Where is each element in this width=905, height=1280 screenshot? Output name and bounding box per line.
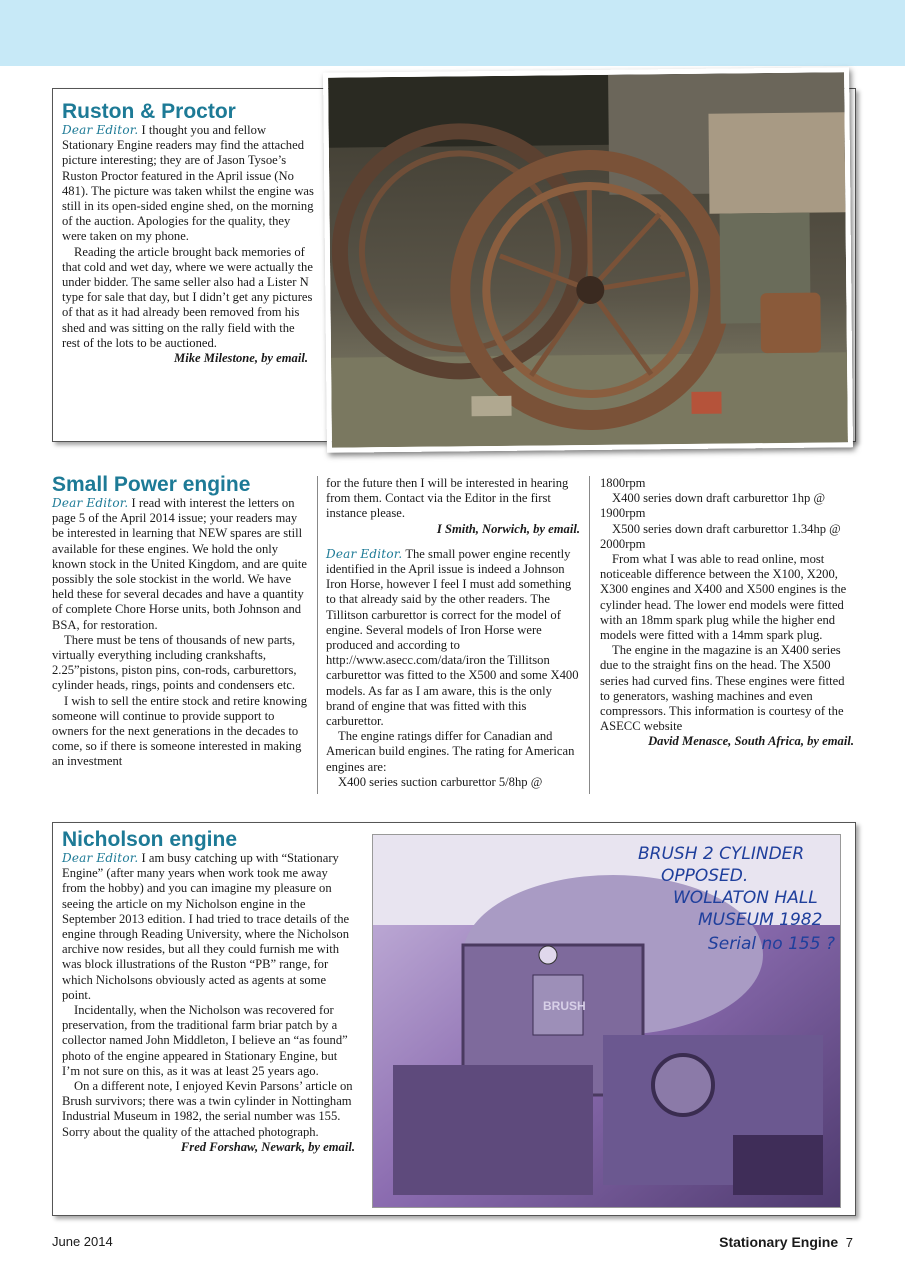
handwriting-line: BRUSH 2 CYLINDER (638, 844, 805, 864)
salutation: Dear Editor. (326, 546, 403, 561)
brush-engine-image (373, 835, 840, 1207)
handwriting-line: MUSEUM 1982 (698, 910, 823, 930)
paragraph: The engine in the magazine is an X400 series due to the straight fins on the head. The X500 series had curved fins. These engines were fitted to generators, washing machines and even compressors. This information is courtesy of the ASECC website (600, 643, 845, 734)
paragraph: I thought you and fellow Stationary Engine readers may find the attached picture interesting; they are of Jason Tysoe’s Ruston Proctor featured in the April issue (No 481). The picture was taken whilst the engine was still in its open-sided engine shed, on the morning of the auction. Apologies for the quality, they were taken on my phone. (62, 123, 314, 244)
letter-body (62, 851, 355, 1140)
letter-body (326, 547, 580, 790)
paragraph: for the future then I will be interested in hearing from them. Contact via the Editor in the first instance please. (326, 476, 569, 521)
signature: David Menasce, South Africa, by email. (648, 734, 854, 749)
salutation: Dear Editor. (62, 123, 139, 137)
signature: Mike Milestone, by email. (174, 351, 308, 366)
letter-heading: Nicholson engine (62, 828, 238, 851)
handwriting-line: OPPOSED. (661, 866, 749, 886)
magazine-name: Stationary Engine (719, 1234, 839, 1250)
brush-nameplate: BRUSH (543, 999, 586, 1013)
paragraph: On a different note, I enjoyed Kevin Parsons’ article on Brush survivors; there was a twin cylinder in Nottingham Industrial Museum in 1982, the serial number was 155. Sorry about the quality of the attached photograph. (62, 1079, 353, 1139)
paragraph: I am busy catching up with “Stationary Engine” (after many years when work took me away from the hobby) and you can imagine my pleasure on seeing the article on my Nicholson engine in the September 2013 edition. I had tried to trace details of the engine through Reading University, where the Nicholson archive now resides, but all they could furnish me with was block illustrations of the Ruston “PB” range, for which Nicholsons obviously acted as agents at some point. (62, 851, 350, 1002)
paragraph: Incidentally, when the Nicholson was recovered for preservation, from the traditional farm briar patch by a collector named John Middleton, I believe an “as found” photo of the engine appeared in Stationary Engine, but I’m not sure on this, as it was at least 25 years ago. (62, 1003, 348, 1078)
paragraph: The engine ratings differ for Canadian and American build engines. The rating for American engines are: (326, 729, 575, 774)
letter-small-power-engine-col1 (52, 474, 308, 770)
letter-heading: Ruston & Proctor (62, 100, 236, 123)
signature: Fred Forshaw, Newark, by email. (180, 1139, 355, 1154)
column-divider (589, 476, 590, 794)
paragraph: X400 series suction carburettor 5/8hp @ (338, 774, 543, 789)
paragraph: There must be tens of thousands of new parts, virtually everything including crankshafts, 2.25”pistons, piston pins, con-rods, carburettors, cylinder heads, rings, points and condensers etc. (52, 632, 297, 693)
flywheel-engine-image (328, 72, 848, 447)
top-color-band (0, 0, 905, 66)
footer-date: June 2014 (52, 1234, 113, 1249)
paragraph: 1800rpm (600, 476, 646, 490)
paragraph: Reading the article brought back memories of that cold and wet day, where we were actually the under bidder. The same seller also had a Lister N type for sale that day, but I didn’t get any pictures of that as it had already been removed from his shed and was sitting on the rally field with the rest of the lots to be auctioned. (62, 244, 313, 350)
paragraph: X500 series down draft carburettor 1.34hp @ 2000rpm (600, 521, 841, 551)
brush-engine-photo (372, 834, 841, 1208)
paragraph: X400 series down draft carburettor 1hp @ 1900rpm (600, 491, 826, 521)
letter-nicholson (62, 829, 355, 1155)
letter-body (326, 476, 580, 522)
handwriting-line: Serial no 155 ? (708, 934, 835, 954)
column-divider (317, 476, 318, 794)
paragraph: I wish to sell the entire stock and retire knowing someone will continue to provide support to owners for the next generations in the decades to come, so if there is someone interested in making an investment (52, 693, 308, 769)
paragraph: The small power engine recently identified in the April issue is indeed a Johnson Iron Horse, however I feel I must add something to that already said by the other readers. The Tillitson carburettor is correct for the model of engine. Several models of Iron Horse were produced and according to http://www.asecc.com/data/iron the Tillitson carburettor was fitted to the X500 and some X400 models. As far as I am aware, this is the only brand of engine that was fitted with this carburettor. (326, 546, 579, 729)
letter-small-power-engine-col3 (600, 476, 854, 750)
letter-small-power-engine-col2 (326, 476, 580, 790)
letter-ruston-proctor (62, 101, 314, 366)
ruston-proctor-photo (323, 67, 853, 452)
letter-heading: Small Power engine (52, 473, 251, 496)
salutation: Dear Editor. (52, 496, 129, 510)
salutation: Dear Editor. (62, 851, 139, 865)
paragraph: I read with interest the letters on page 5 of the April 2014 issue; your readers may be interested in learning that NEW spares are still available for these engines. We hold the only known stock in the United Kingdom, and are quite possibly the sole stockist in the world. We have held these for several decades and have a quantity of complete Chore Horse units, both Johnson and BSA, for restoration. (52, 496, 307, 632)
signature: I Smith, Norwich, by email. (436, 521, 580, 536)
letter-body (52, 496, 308, 770)
paragraph: From what I was able to read online, most noticeable difference between the X100, X200, X300 engines and X400 and X500 engines is the cylinder head. The lower end models were fitted with an 18mm spark plug while the higher end models were fitted with a 14mm spark plug. (600, 552, 847, 643)
handwriting-line: WOLLATON HALL (673, 888, 818, 908)
letter-body (600, 476, 854, 734)
page-number: 7 (845, 1235, 853, 1250)
footer-right (719, 1234, 853, 1250)
letter-body (62, 123, 314, 351)
